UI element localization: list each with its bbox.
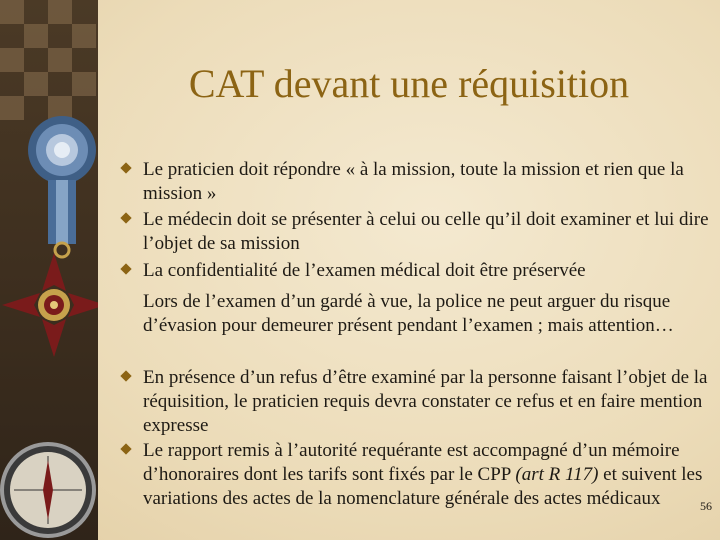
bullet-text-1: Le praticien doit répondre « à la mission, toute la mission et rien que la mission »: [143, 159, 684, 204]
bullet-text-3: La confidentialité de l’examen médical doit être préservée: [143, 260, 586, 281]
bullet-text-4: En présence d’un refus d’être examiné par la personne faisant l’objet de la réquisition, le praticien requis devra constater ce refus et en faire mention expresse: [143, 367, 708, 436]
page-number: 56: [700, 499, 712, 513]
bullet-text-5: [143, 439, 713, 511]
bullet-text-5-reference: (art R 117): [515, 464, 599, 485]
decorative-medal-image: [0, 0, 98, 540]
paragraph-garde-a-vue: Lors de l’examen d’un gardé à vue, la police ne peut arguer du risque d’évasion pour demeurer présent pendant l’examen ; mais attention…: [143, 291, 674, 336]
bullet-text-2: Le médecin doit se présenter à celui ou celle qu’il doit examiner et lui dire l’objet de sa mission: [143, 209, 709, 254]
medal-illustration: [0, 0, 98, 540]
bullet-text-5-part-b: et suivent les variations des actes de la nomenclature générale des actes médicaux: [143, 464, 703, 509]
bullet-text-5-part-a: Le rapport remis à l’autorité requérante est accompagné d’un mémoire d’honoraires dont les tarifs sont fixés par le CPP: [143, 440, 680, 485]
slide-title: CAT devant une réquisition: [188, 61, 630, 106]
